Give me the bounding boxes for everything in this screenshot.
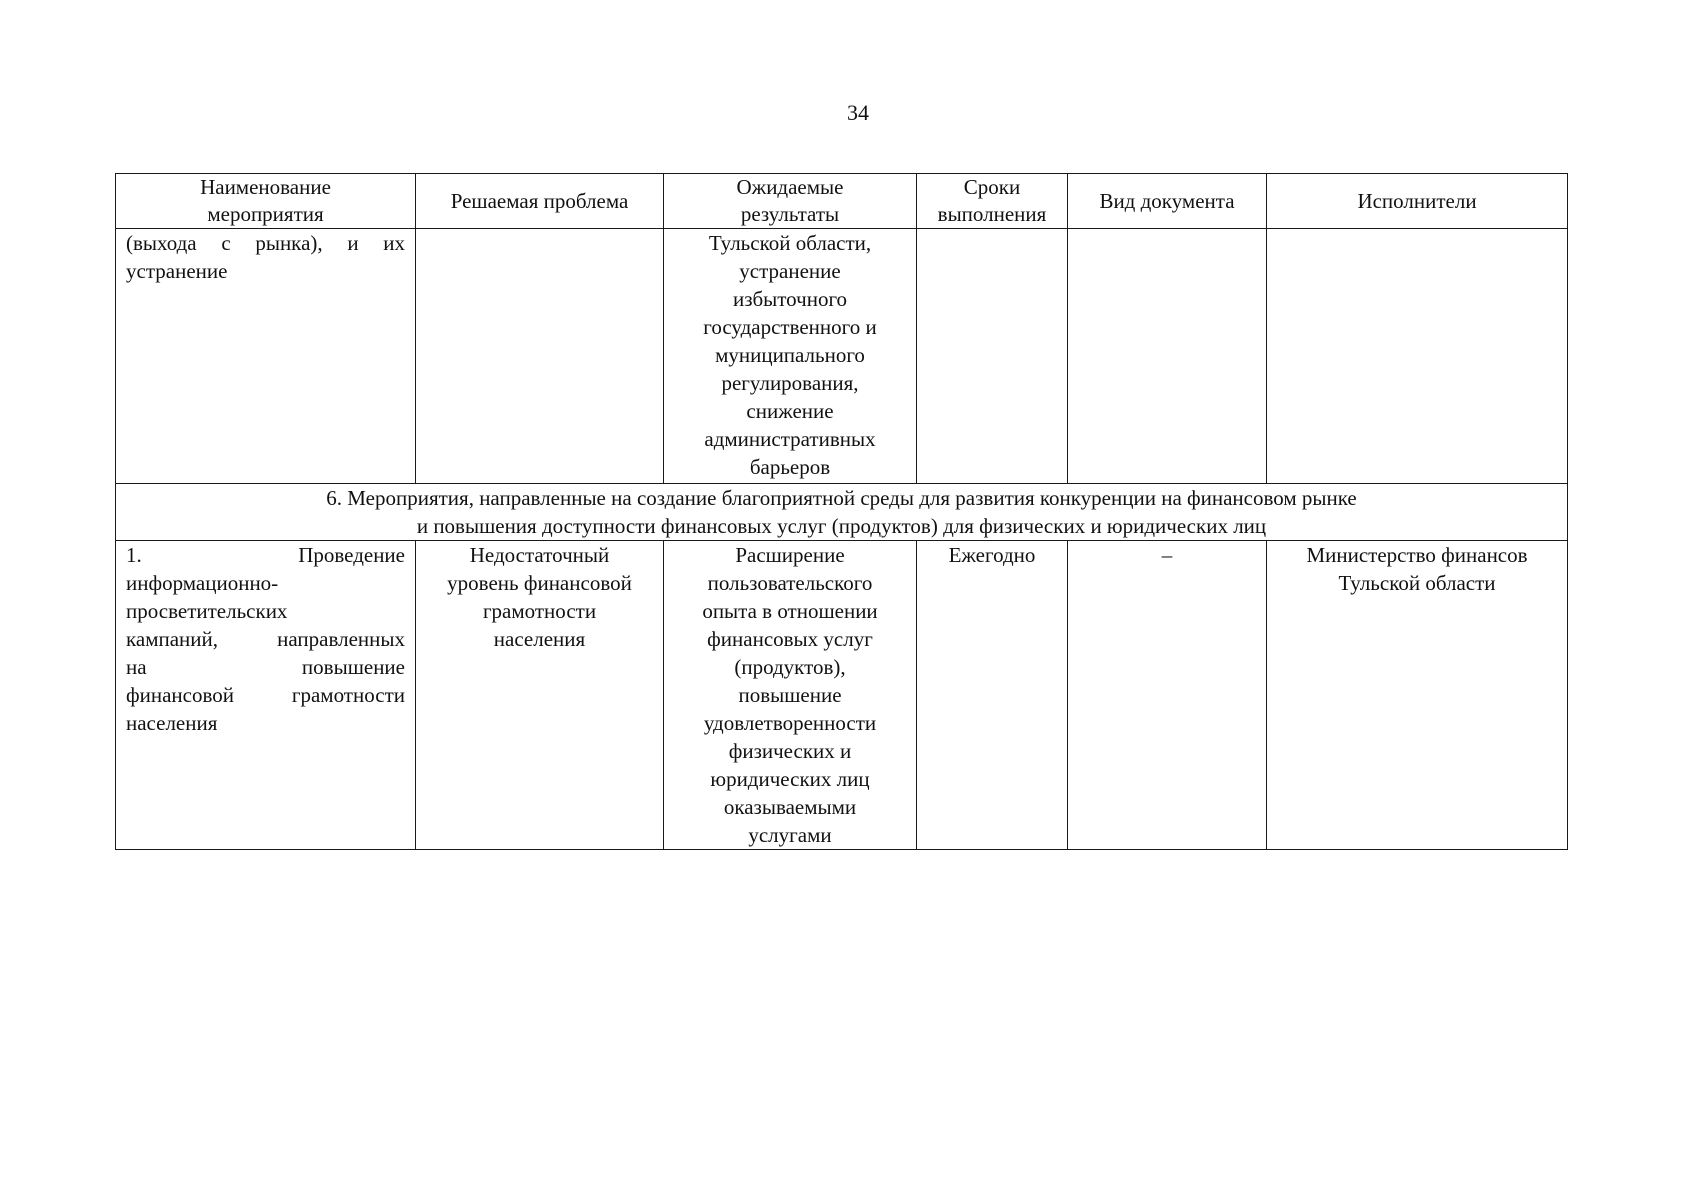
header-document-type: Вид документа [1068, 174, 1267, 229]
table-row [116, 541, 1568, 850]
header-executors: Исполнители [1267, 174, 1568, 229]
cell-problem: Недостаточный уровень финансовой грамотности населения [416, 541, 664, 850]
header-problem: Решаемая проблема [416, 174, 664, 229]
cell-executors: Министерство финансов Тульской области [1267, 541, 1568, 850]
cell-document-type: – [1068, 541, 1267, 850]
cell-document-type [1068, 229, 1267, 484]
cell-expected-results: Тульской области, устранение избыточного государственного и муниципального регулирования, снижение административных барьеров [664, 229, 917, 484]
table-row [116, 229, 1568, 484]
measures-table [115, 173, 1568, 850]
cell-event-name: 1. Проведение информационно- просветительских кампаний, направленных на повышение финансовой грамотности населения [116, 541, 416, 850]
header-deadlines: Сроки выполнения [917, 174, 1068, 229]
section-heading: 6. Мероприятия, направленные на создание благоприятной среды для развития конкуренции на финансовом рынке и повышения доступности финансовых услуг (продуктов) для физических и юридических лиц [116, 484, 1568, 541]
header-event-name: Наименование мероприятия [116, 174, 416, 229]
cell-executors [1267, 229, 1568, 484]
cell-expected-results: Расширение пользовательского опыта в отношении финансовых услуг (продуктов), повышение удовлетворенности физических и юридических лиц оказываемыми услугами [664, 541, 917, 850]
page-number: 34 [847, 100, 869, 125]
section-heading-row [116, 484, 1568, 541]
cell-deadlines [917, 229, 1068, 484]
cell-problem [416, 229, 664, 484]
table-header-row [116, 174, 1568, 229]
header-expected-results: Ожидаемые результаты [664, 174, 917, 229]
cell-deadlines: Ежегодно [917, 541, 1068, 850]
cell-event-name: (выхода с рынка), и их устранение [116, 229, 416, 484]
